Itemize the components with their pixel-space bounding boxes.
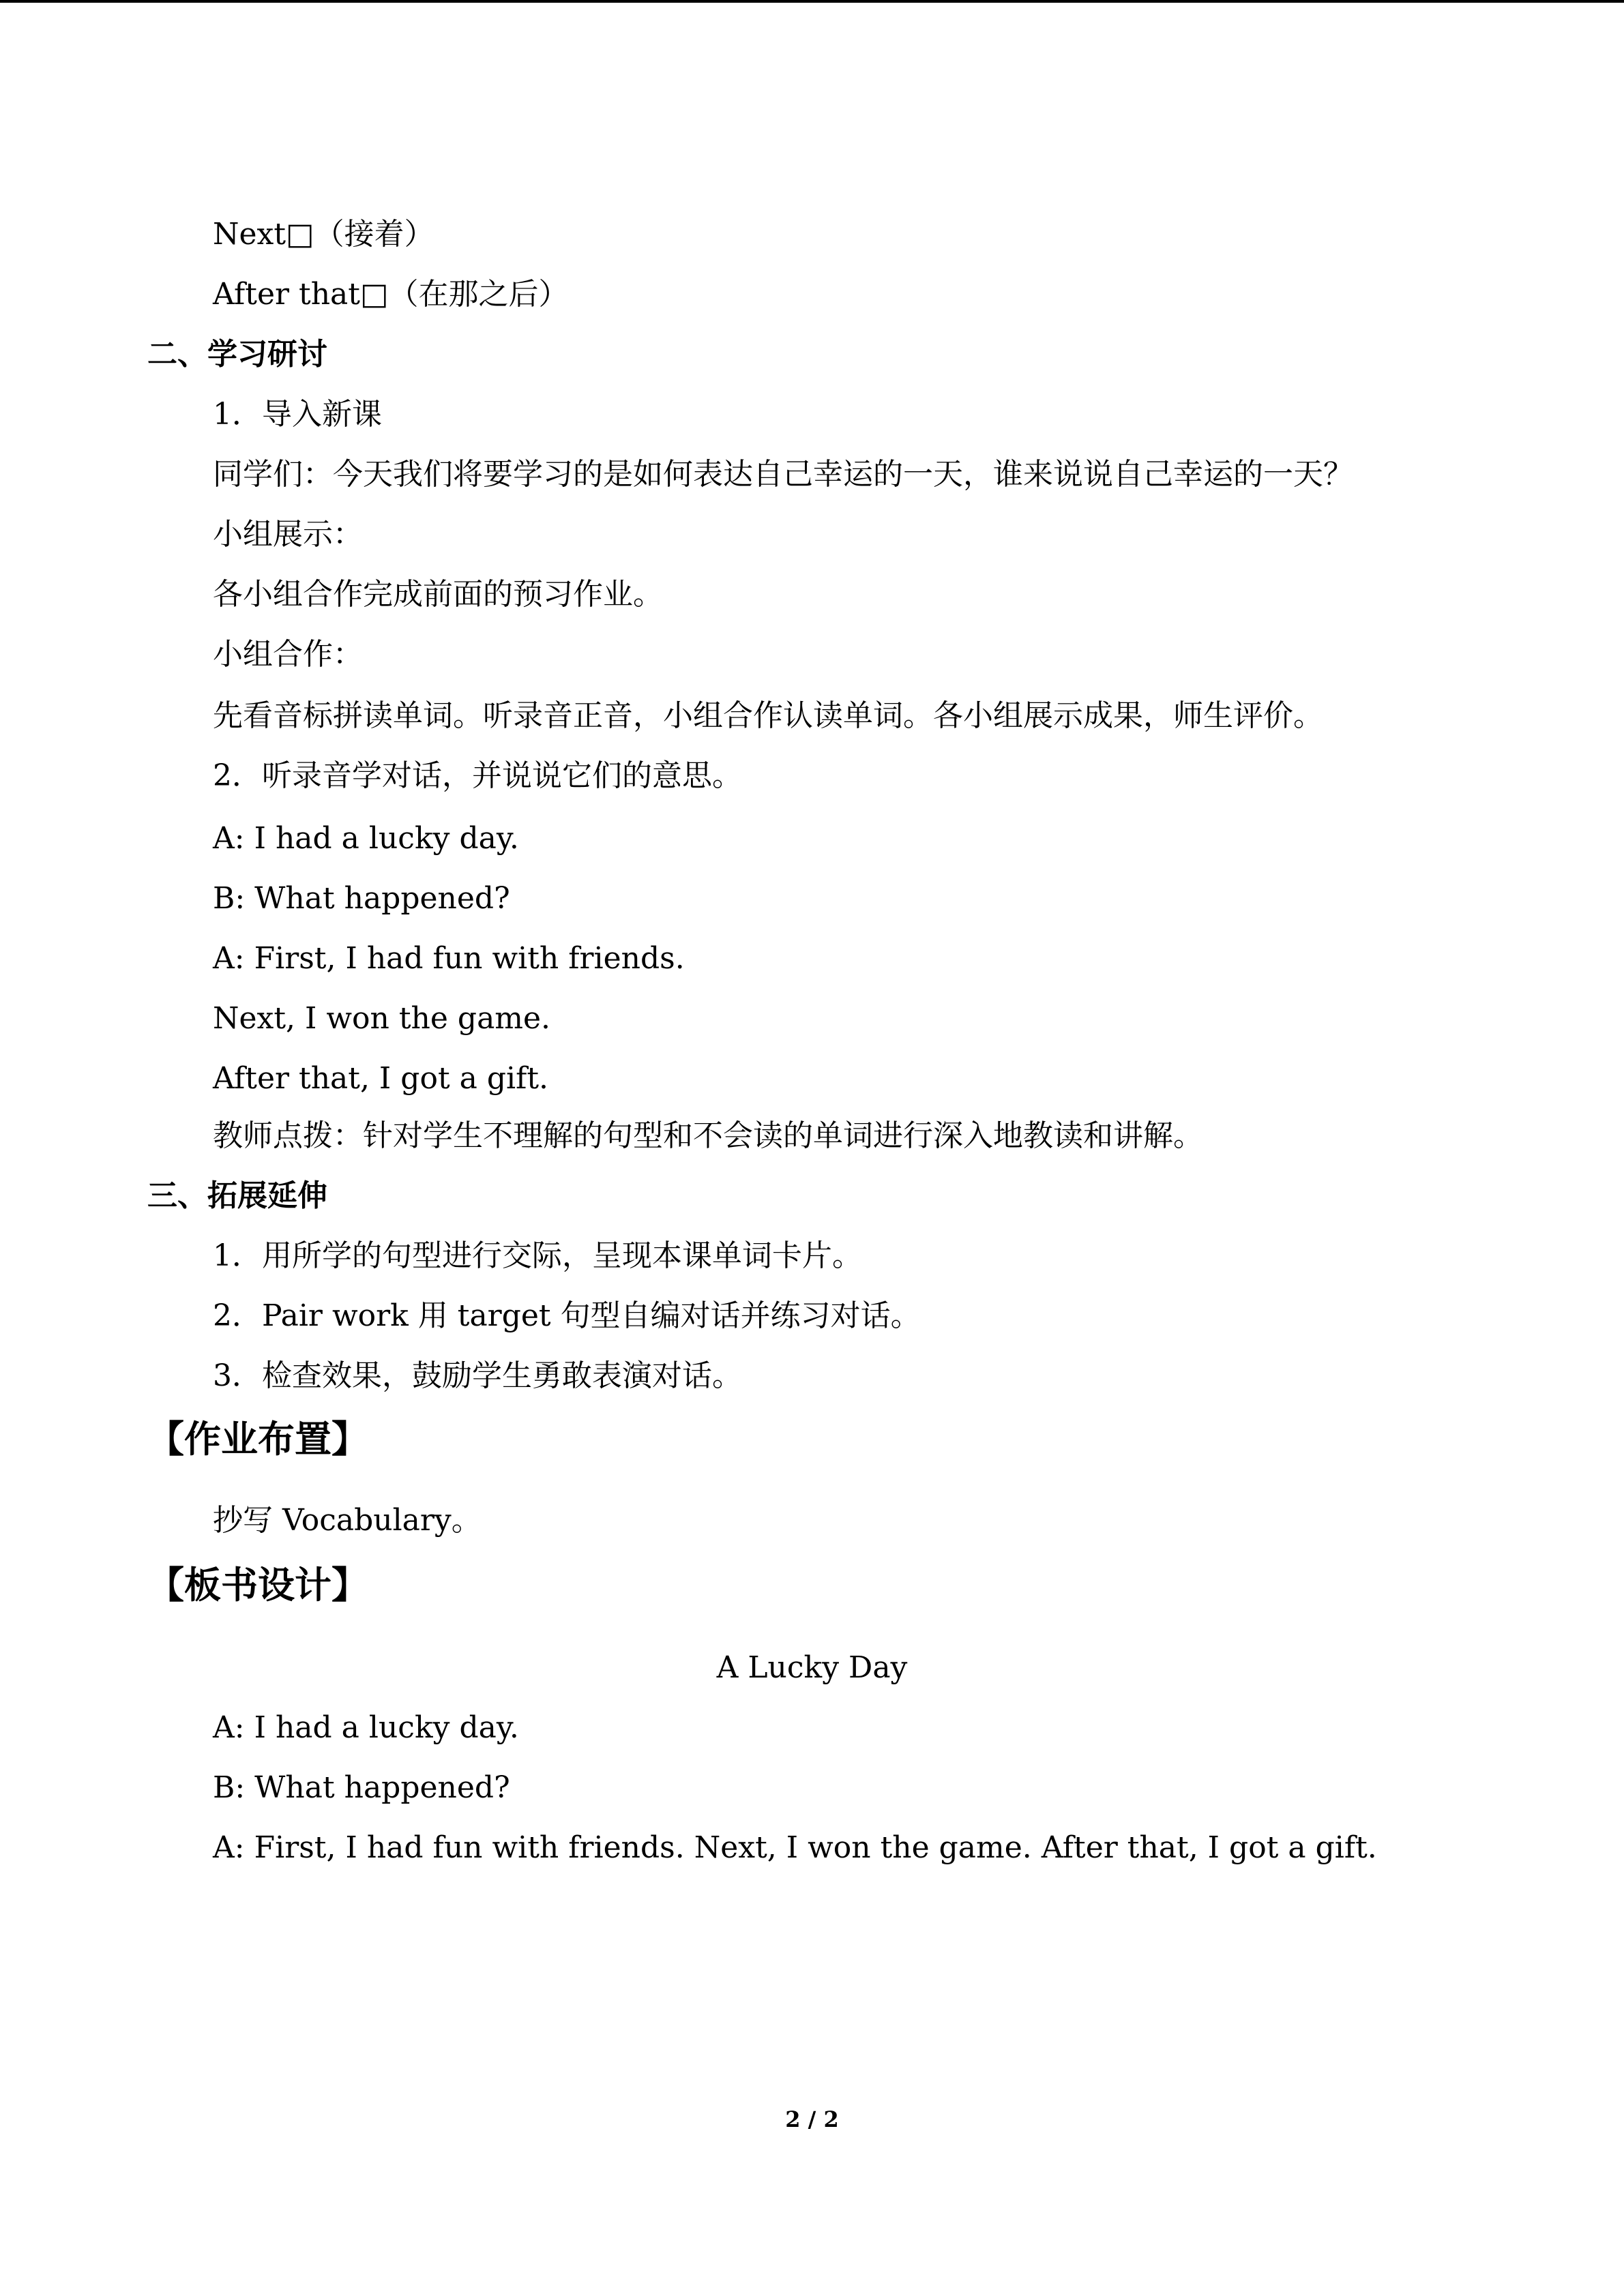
group-coop-label: 小组合作：: [213, 637, 363, 672]
teacher-tip: 教师点拨：针对学生不理解的句型和不会读的单词进行深入地教读和讲解。: [213, 1118, 1203, 1153]
homework-text: 抄写 Vocabulary。: [213, 1503, 482, 1538]
page-number: 2 / 2: [785, 2106, 839, 2132]
homework-heading: 【作业布置】: [147, 1418, 368, 1461]
dialog-line-b1: B: What happened?: [213, 881, 510, 916]
extension-item-3: 3．检查效果，鼓励学生勇敢表演对话。: [213, 1358, 742, 1393]
board-design-heading: 【板书设计】: [147, 1564, 368, 1607]
board-line-a1: A: I had a lucky day.: [213, 1710, 519, 1745]
group-show-label: 小组展示：: [213, 517, 363, 552]
dialog-line-a1: A: I had a lucky day.: [213, 821, 519, 856]
intro-paragraph: 同学们：今天我们将要学习的是如何表达自己幸运的一天，谁来说说自己幸运的一天？: [213, 457, 1353, 492]
page-top-border: [0, 0, 1624, 3]
section-extension-heading: 三、拓展延伸: [147, 1178, 327, 1213]
group-coop-text: 先看音标拼读单词。听录音正音，小组合作认读单词。各小组展示成果，师生评价。: [213, 698, 1323, 733]
dialog-line-a2: A: First, I had fun with friends.: [213, 941, 685, 976]
vocab-next: Next□（接着）: [213, 217, 434, 252]
dialog-line-a4: After that, I got a gift.: [213, 1061, 549, 1096]
vocab-after-that: After that□（在那之后）: [213, 277, 569, 312]
item-intro-new-lesson: 1．导入新课: [213, 397, 382, 432]
extension-item-1: 1．用所学的句型进行交际，呈现本课单词卡片。: [213, 1238, 862, 1273]
section-study-heading: 二、学习研讨: [147, 337, 327, 372]
board-line-b1: B: What happened?: [213, 1770, 510, 1805]
board-center-title: A Lucky Day: [716, 1650, 908, 1685]
extension-item-2: 2．Pair work 用 target 句型自编对话并练习对话。: [213, 1298, 921, 1333]
item-listen-dialog: 2．听录音学对话，并说说它们的意思。: [213, 758, 742, 793]
group-show-text: 各小组合作完成前面的预习作业。: [213, 577, 663, 612]
board-line-a2: A: First, I had fun with friends. Next, I won the game. After that, I got a gift.: [213, 1830, 1377, 1865]
dialog-line-a3: Next, I won the game.: [213, 1001, 551, 1036]
